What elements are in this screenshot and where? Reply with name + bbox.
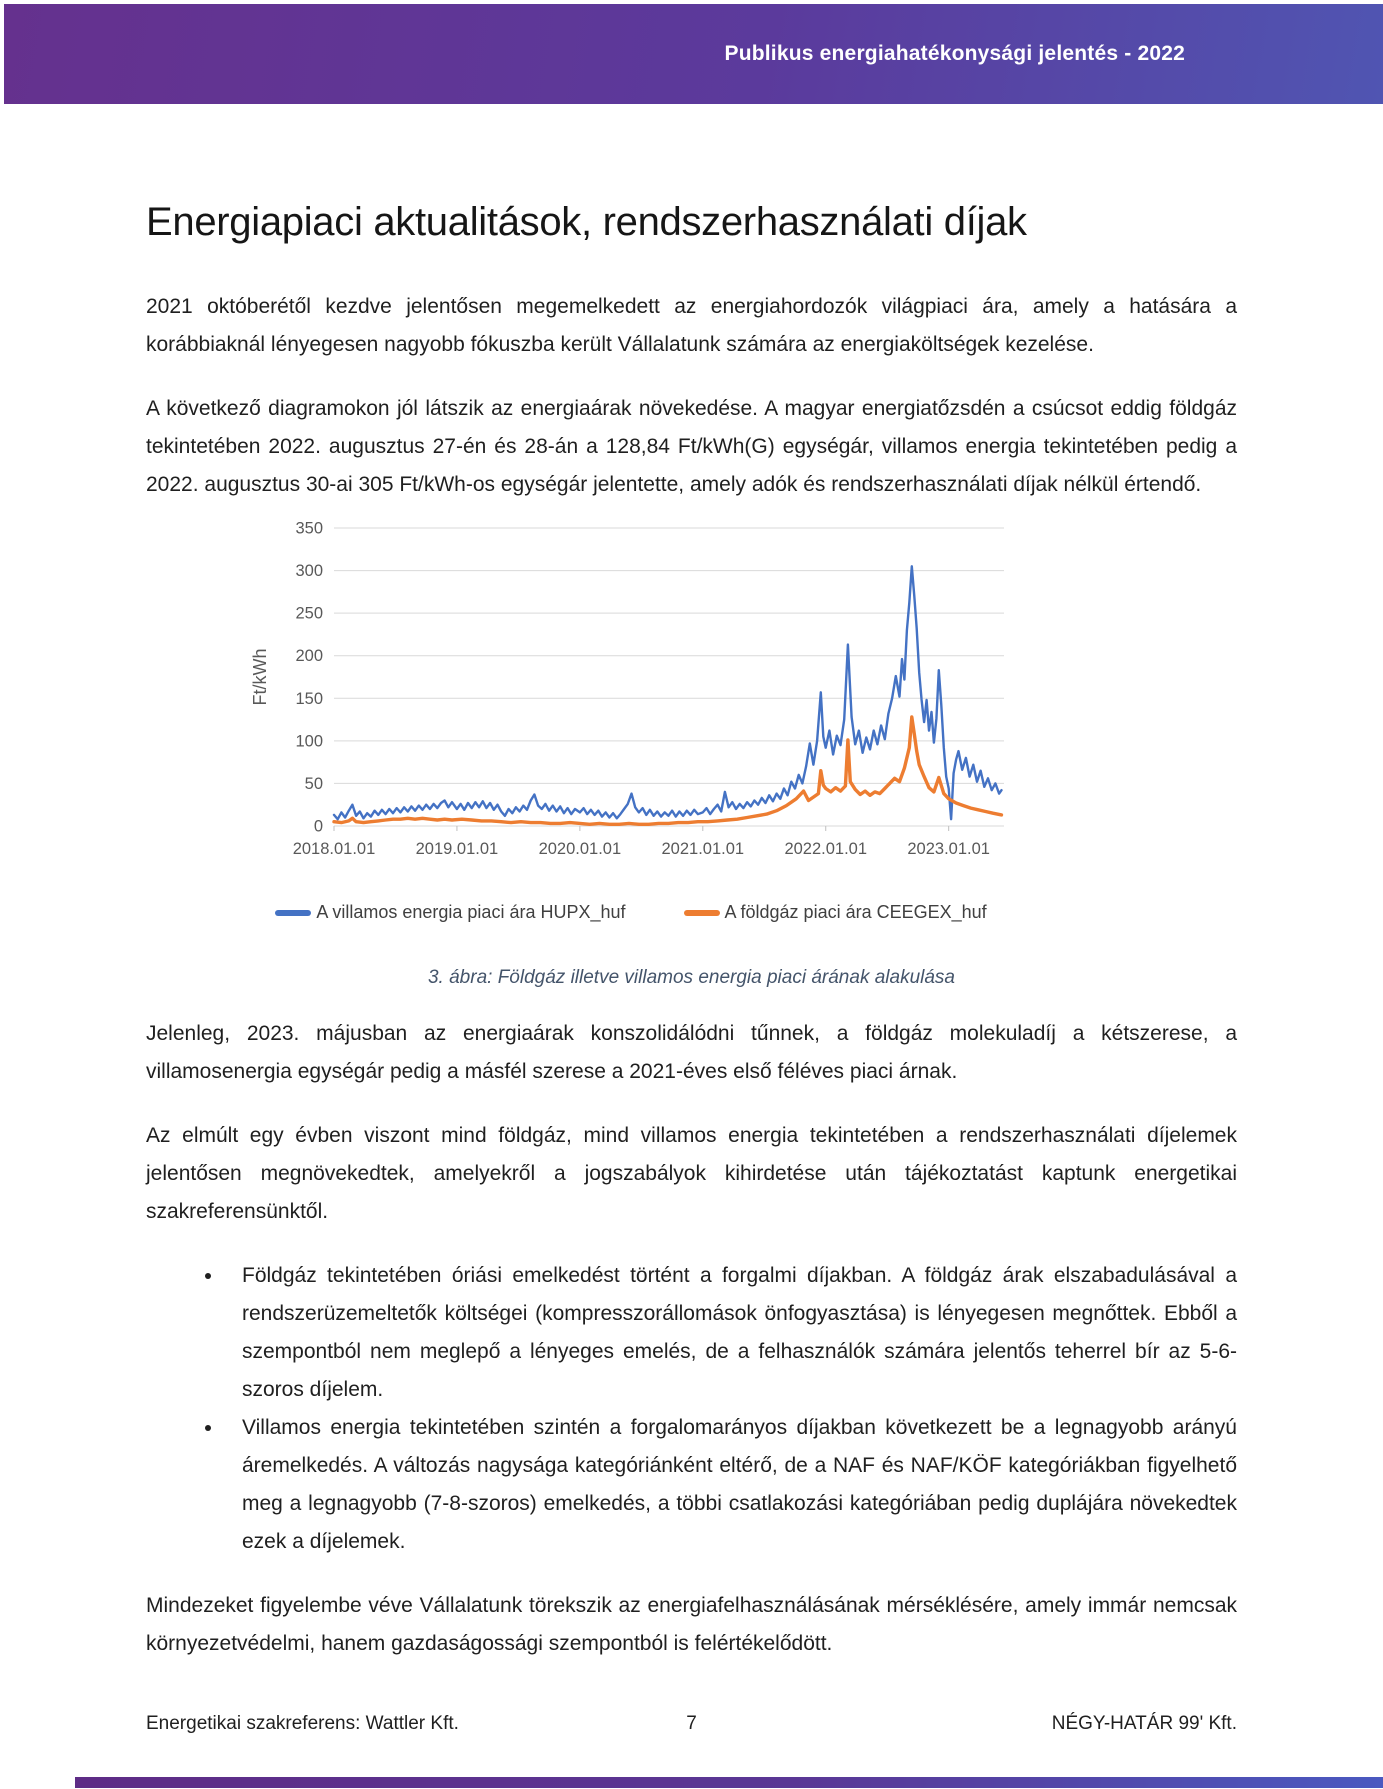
list-item-gas-fees: • Földgáz tekintetében óriási emelkedést történt a forgalmi díjakban. A földgáz árak elszabadulásával a rendszerüzemeltetők költségei (kompresszorállomások önfogyasztása) is lényegesen megnőttek. Ebből a szempontból nem meglepő a lényeges emelés, de a felhasználók számára jelentős teherrel bír az 5-6-szoros díjelem. (224, 1257, 1237, 1409)
paragraph-price-peaks: A következő diagramokon jól látszik az energiaárak növekedése. A magyar energiatőzsdén a csúcsot eddig földgáz tekintetében 2022. augusztus 27-én és 28-án a 128,84 Ft/kWh(G) egységár, villamos energia tekintetében pedig a 2022. augusztus 30-ai 305 Ft/kWh-os egységár jelentette, amely adók és rendszerhasználati díjak nélkül értendő. (146, 397, 1237, 496)
svg-text:2020.01.01: 2020.01.01 (538, 840, 622, 858)
paragraph-current-state: Jelenleg, 2023. májusban az energiaárak konszolidálódni tűnnek, a földgáz molekuladíj a kétszerese, a villamosenergia egységár pedig a másfél szerese a 2021-éves első féléves piaci árnak. (146, 1022, 1237, 1083)
svg-text:300: 300 (295, 562, 323, 581)
price-chart-figure (246, 518, 1016, 923)
electricity-line-swatch (275, 910, 311, 916)
svg-text:250: 250 (295, 604, 323, 623)
paragraph-closing: Mindezeket figyelembe véve Vállalatunk törekszik az energiafelhasználásának mérséklésére, amely immár nemcsak környezetvédelmi, hanem gazdaságossági szempontból is felértékelődött. (146, 1594, 1237, 1655)
paragraph-system-fees: Az elmúlt egy évben viszont mind földgáz, mind villamos energia tekintetében a rendszerhasználati díjelemek jelentősen megnövekedtek, amelyekről a jogszabályok kihirdetése után tájékoztatást kaptunk energetikai szakreferensünktől. (146, 1124, 1237, 1223)
page-footer (146, 1713, 1237, 1737)
svg-text:Ft/kWh: Ft/kWh (250, 648, 270, 706)
svg-text:2019.01.01: 2019.01.01 (415, 840, 499, 858)
list-item-electricity-fees: • Villamos energia tekintetében szintén a forgalomarányos díjakban következett be a legnagyobb arányú áremelkedés. A változás nagysága kategóriánként eltérő, de a NAF és NAF/KÖF kategóriákban figyelhető meg a legnagyobb (7-8-szoros) emelkedés, a többi csatlakozási kategóriában pedig duplájára növekedtek ezek a díjelemek. (224, 1409, 1237, 1561)
svg-text:150: 150 (295, 689, 323, 708)
legend-label-gas: A földgáz piaci ára CEEGEX_huf (724, 902, 987, 922)
gas-line-swatch (684, 910, 720, 916)
chart-legend (246, 902, 1016, 923)
legend-label-electricity: A villamos energia piaci ára HUPX_huf (316, 902, 626, 922)
footer-band (75, 1777, 1383, 1788)
svg-text:2018.01.01: 2018.01.01 (292, 840, 376, 858)
svg-text:50: 50 (304, 774, 323, 793)
legend-item-electricity (275, 902, 625, 923)
page-title: Energiapiaci aktualitások, rendszerhasználati díjak (146, 200, 1027, 244)
legend-item-gas (684, 902, 987, 923)
header-title: Publikus energiahatékonysági jelentés - 2022 (724, 42, 1185, 65)
footer-referent: Energetikai szakreferens: Wattler Kft. (146, 1713, 459, 1734)
figure-caption: 3. ábra: Földgáz illetve villamos energia piaci árának alakulása (427, 967, 955, 988)
paragraph-intro: 2021 októberétől kezdve jelentősen megemelkedett az energiahordozók világpiaci ára, amely a hatására a korábbiaknál lényegesen nagyobb fókuszba került Vállalatunk számára az energiaköltségek kezelése. (146, 295, 1237, 356)
svg-text:200: 200 (295, 647, 323, 666)
svg-text:2023.01.01: 2023.01.01 (907, 840, 990, 858)
page-number: 7 (686, 1713, 697, 1734)
svg-text:2021.01.01: 2021.01.01 (661, 840, 745, 858)
footer-company: NÉGY-HATÁR 99' Kft. (1051, 1713, 1237, 1734)
svg-text:2022.01.01: 2022.01.01 (784, 840, 868, 858)
svg-text:100: 100 (295, 732, 323, 751)
svg-text:350: 350 (295, 519, 323, 538)
price-chart-svg (246, 518, 1016, 868)
svg-text:0: 0 (313, 817, 323, 836)
header-band (4, 4, 1383, 104)
page-content (146, 198, 1237, 1663)
fee-change-list (146, 1257, 1237, 1561)
